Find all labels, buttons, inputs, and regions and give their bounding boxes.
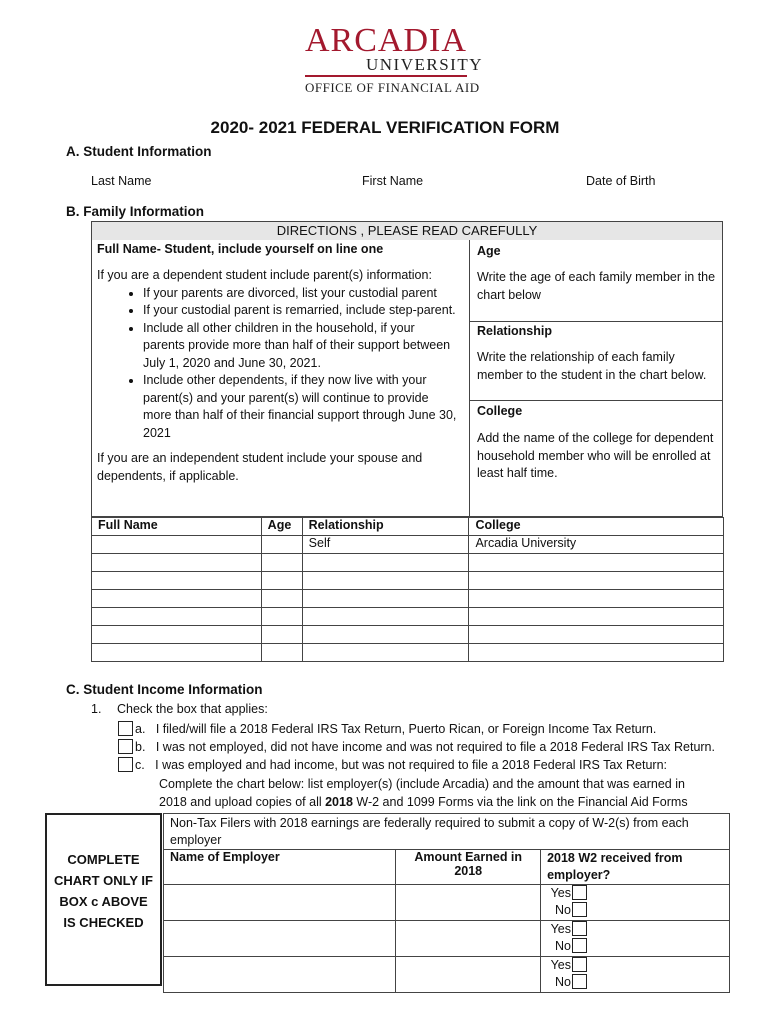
cell-college[interactable] [469,626,724,644]
col-age: Age [261,518,302,536]
table-row[interactable] [92,536,724,554]
table-header-row [92,518,724,536]
family-table [91,517,724,662]
cell-relationship[interactable] [302,626,469,644]
college-title: College [477,404,523,418]
cell-college[interactable]: Arcadia University [469,536,724,554]
employer-row[interactable] [164,921,730,957]
option-b-text: I was not employed, did not have income and was not required to file a 2018 Federal IRS Tax Return. [155,740,715,754]
first-name-label: First Name [362,174,424,188]
last-name-label: Last Name [91,174,152,188]
employer-table [163,813,730,993]
directions-bullets [97,285,457,443]
dob-label: Date of Birth [586,174,656,188]
cell-relationship[interactable] [302,554,469,572]
side-note-line: CHART ONLY IF [54,873,153,888]
cell-relationship[interactable]: Self [302,536,469,554]
directions-left-title [97,241,457,259]
cell-amount-earned[interactable] [396,921,541,957]
option-c-checkbox[interactable] [118,757,133,772]
table-row[interactable] [92,572,724,590]
instructions-line-2 [159,793,739,811]
table-row[interactable] [92,608,724,626]
cell-age[interactable] [261,608,302,626]
directions-divider [469,321,723,322]
option-a-text: I filed/will file a 2018 Federal IRS Tax Return, Puerto Rican, or Foreign Income Tax Return. [155,722,657,736]
yes-label: Yes [550,958,571,972]
full-name-title: Full Name [97,242,157,256]
cell-college[interactable] [469,554,724,572]
item-1-text: Check the box that applies: [117,702,268,716]
yes-checkbox[interactable] [572,921,587,936]
cell-relationship[interactable] [302,590,469,608]
directions-divider [469,400,723,401]
no-checkbox[interactable] [572,902,587,917]
side-note-line: BOX c ABOVE [59,894,148,909]
employer-note-row [164,814,730,850]
yes-option [547,921,589,938]
employer-note: Non-Tax Filers with 2018 earnings are federally required to submit a copy of W-2(s) from each employer [164,814,730,850]
section-a-heading: A. Student Information [66,144,212,159]
option-b-checkbox[interactable] [118,739,133,754]
yes-option [547,957,589,974]
cell-amount-earned[interactable] [396,957,541,993]
no-label: No [555,975,571,989]
cell-relationship[interactable] [302,644,469,662]
employer-row[interactable] [164,957,730,993]
relationship-text: Write the relationship of each family member to the student in the chart below. [477,350,707,382]
option-c-letter: c. [135,758,145,772]
table-row[interactable] [92,554,724,572]
cell-employer-name[interactable] [164,921,396,957]
yes-label: Yes [550,922,571,936]
yes-checkbox[interactable] [572,885,587,900]
directions-header: DIRECTIONS , PLEASE READ CAREFULLY [92,222,722,240]
no-option [547,974,589,991]
cell-age[interactable] [261,644,302,662]
cell-full-name[interactable] [92,572,262,590]
col-employer-name: Name of Employer [164,850,396,885]
col-full-name: Full Name [92,518,262,536]
directions-divider [469,240,470,517]
table-row[interactable] [92,590,724,608]
cell-college[interactable] [469,572,724,590]
option-c-instructions [159,775,739,811]
cell-relationship[interactable] [302,608,469,626]
form-title: 2020- 2021 FEDERAL VERIFICATION FORM [210,118,560,137]
cell-w2-received [541,885,730,921]
no-label: No [555,939,571,953]
cell-age[interactable] [261,590,302,608]
no-checkbox[interactable] [572,974,587,989]
bullet-item: • Include other dependents, if they now live with your parent(s) and your parent(s) will continue to provide more than half of their financial support through June 30, 2021 [143,372,457,442]
no-option [547,938,589,955]
cell-relationship[interactable] [302,572,469,590]
cell-employer-name[interactable] [164,957,396,993]
option-b-letter: b. [135,740,146,754]
option-c [118,757,667,772]
employer-row[interactable] [164,885,730,921]
col-relationship: Relationship [302,518,469,536]
full-name-title-rest: - Student, include yourself on line one [156,242,384,256]
option-c-text: I was employed and had income, but was not required to file a 2018 Federal IRS Tax Return: [155,758,668,772]
instructions-text: 2018 and upload copies of all [159,795,326,809]
cell-full-name[interactable] [92,626,262,644]
section-c-heading: C. Student Income Information [66,682,263,697]
cell-college[interactable] [469,608,724,626]
col-college: College [469,518,724,536]
cell-full-name[interactable] [92,536,262,554]
cell-full-name[interactable] [92,590,262,608]
yes-checkbox[interactable] [572,957,587,972]
table-row[interactable] [92,626,724,644]
instructions-line-1: Complete the chart below: list employer(s) (include Arcadia) and the amount that was earned in [159,777,685,791]
bullet-item: • If your parents are divorced, list your custodial parent [143,285,457,303]
option-b [118,739,715,754]
cell-full-name[interactable] [92,554,262,572]
cell-employer-name[interactable] [164,885,396,921]
bullet-item: • If your custodial parent is remarried, include step-parent. [143,302,457,320]
cell-age[interactable] [261,626,302,644]
cell-age[interactable] [261,536,302,554]
no-checkbox[interactable] [572,938,587,953]
item-1-number: 1. [91,702,102,716]
option-a [118,721,656,736]
cell-w2-received [541,957,730,993]
no-label: No [555,903,571,917]
office-of-financial-aid: OFFICE OF FINANCIAL AID [305,80,480,95]
dependent-intro: If you are a dependent student include parent(s) information: [97,268,432,282]
cell-age[interactable] [261,554,302,572]
side-note [45,849,162,933]
logo-divider [305,75,467,77]
cell-age[interactable] [261,572,302,590]
yes-label: Yes [550,886,571,900]
option-a-letter: a. [135,722,146,736]
bullet-item: • Include all other children in the household, if your parents provide more than half of their support between July 1, 2020 and June 30, 2021. [143,320,457,373]
relationship-title: Relationship [477,324,553,338]
cell-full-name[interactable] [92,608,262,626]
age-text: Write the age of each family member in the chart below [477,270,716,302]
employer-header-row [164,850,730,885]
arcadia-logo-university: UNIVERSITY [366,55,483,74]
table-row[interactable] [92,644,724,662]
arcadia-logo-name: ARCADIA [305,22,467,59]
independent-note: If you are an independent student include your spouse and dependents, if applicable. [97,451,423,483]
cell-full-name[interactable] [92,644,262,662]
side-note-line: COMPLETE [67,852,140,867]
cell-college[interactable] [469,590,724,608]
col-amount-earned: Amount Earned in 2018 [396,850,541,885]
age-title: Age [477,244,501,258]
option-a-checkbox[interactable] [118,721,133,736]
yes-option [547,885,589,902]
side-note-line: IS CHECKED [63,915,144,930]
instructions-year: 2018 [325,795,353,809]
col-w2-received: 2018 W2 received from employer? [541,850,730,885]
college-text: Add the name of the college for dependent household member who will be enrolled at least half time. [477,431,714,480]
directions-left-body [97,267,457,485]
cell-amount-earned[interactable] [396,885,541,921]
section-b-heading: B. Family Information [66,204,205,219]
instructions-text: W-2 and 1099 Forms via the link on the Financial Aid Forms [352,795,688,809]
no-option [547,902,589,919]
cell-college[interactable] [469,644,724,662]
cell-w2-received [541,921,730,957]
